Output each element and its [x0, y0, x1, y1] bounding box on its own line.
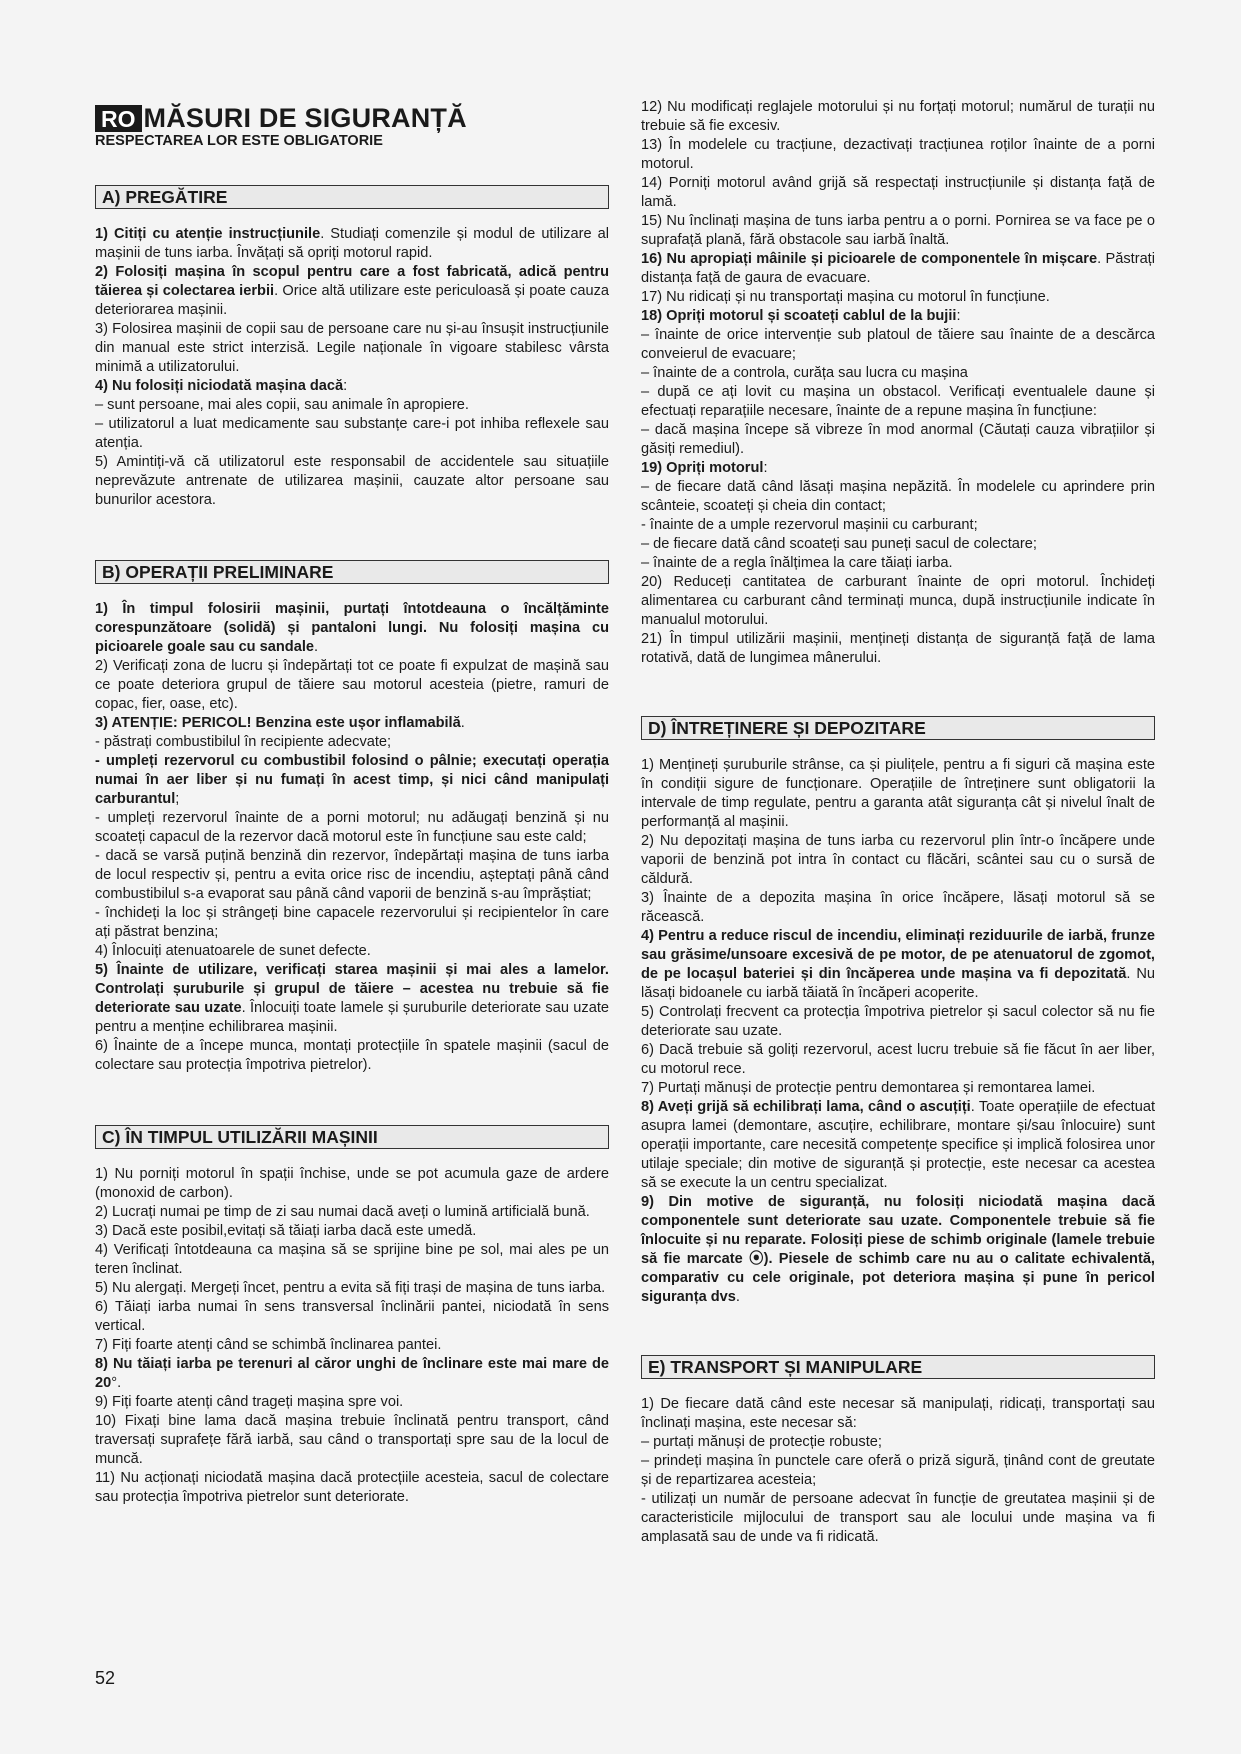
list-item: [95, 714, 609, 733]
list-item: [641, 1098, 1155, 1193]
item-text: .: [314, 639, 319, 655]
list-item: [95, 961, 609, 1037]
list-item: [95, 904, 609, 942]
item-text: 1) De fiecare dată când este necesar să manipulați, ridicați, transportați sau înclinați mașina, este necesar să:: [641, 1396, 1155, 1431]
section-c-items: [95, 1165, 609, 1507]
list-item: [95, 847, 609, 904]
list-item: [95, 1165, 609, 1203]
item-bold-text: 2) Folosiți mașina în scopul pentru care a fost fabricată, adică pentru tăierea și colectarea ierbii: [95, 264, 609, 299]
list-item: [95, 1203, 609, 1222]
list-item: [641, 889, 1155, 927]
item-text: 12) Nu modificați reglajele motorului și nu forțați motorul; numărul de turații nu trebuie să fie excesiv.: [641, 99, 1155, 134]
list-item: [641, 832, 1155, 889]
item-text: 6) Dacă trebuie să goliți rezervorul, acest lucru trebuie să fie făcut în aer liber, cu motorul rece.: [641, 1042, 1155, 1077]
section-a-items: [95, 225, 609, 510]
item-text: 10) Fixați bine lama dacă mașina trebuie înclinată pentru transport, când traversați suprafețe fără iarbă, sau când o transportați spre sau de la locul de muncă.: [95, 1413, 609, 1467]
list-item: [95, 733, 609, 752]
list-item: [641, 98, 1155, 136]
list-item: [95, 1298, 609, 1336]
list-item: [641, 459, 1155, 478]
list-item: [641, 1193, 1155, 1307]
item-text: . Studiați comenzile și modul de utilizare al mașinii de tuns iarba. Învățați să opriți motorul rapid.: [95, 226, 609, 261]
right-column: [641, 98, 1155, 1595]
item-text: – de fiecare dată când lăsați mașina nepăzită. În modelele cu aprindere prin scânteie, scoateți și cheia din contact;: [641, 479, 1155, 514]
language-badge: RO: [95, 105, 142, 132]
item-text: :: [956, 308, 961, 324]
list-item: [641, 1003, 1155, 1041]
item-text: 17) Nu ridicați și nu transportați mașina cu motorul în funcțiune.: [641, 289, 1050, 305]
section-d: [641, 716, 1155, 1307]
item-text: °.: [111, 1375, 122, 1391]
item-bold-text: - umpleți rezervorul cu combustibil folosind o pâlnie; executați operația numai în aer liber și nu fumați în acest timp, și nici când manipulați carburantul: [95, 753, 609, 807]
item-text: . Păstrați distanța față de gaura de evacuare.: [641, 251, 1155, 286]
item-text: - utilizați un număr de persoane adecvat în funcție de greutatea mașinii și de caracteristicile mijlocului de transport sau ale locului unde mașina va fi amplasată sau de unde va fi ridicată.: [641, 1491, 1155, 1545]
item-text: – după ce ați lovit cu mașina un obstacol. Verificați eventualele daune și efectuați reparațiile necesare, înainte de a repune mașina în funcțiune:: [641, 384, 1155, 419]
item-bold-text: 1) În timpul folosirii mașinii, purtați întotdeauna o încălțăminte corespunzătoare (solidă) și pantaloni lungi. Nu folosiți mașina cu picioarele goale sau cu sandale: [95, 601, 609, 655]
list-item: [95, 1469, 609, 1507]
item-bold-text: 19) Opriți motorul: [641, 460, 764, 476]
list-item: [641, 174, 1155, 212]
list-item: [95, 415, 609, 453]
list-item: [95, 942, 609, 961]
item-text: 2) Verificați zona de lucru și îndepărtați tot ce poate fi expulzat de mașină sau ce poate deteriora grupul de tăiere sau motorul acesteia (pietre, ramuri de copac, fier, oase, etc).: [95, 658, 609, 712]
section-c-items-continued: [641, 98, 1155, 668]
item-text: - păstrați combustibilul în recipiente adecvate;: [95, 734, 392, 750]
section-e-title: E) TRANSPORT ȘI MANIPULARE: [641, 1355, 1155, 1379]
item-text: 3) Folosirea mașinii de copii sau de persoane care nu și-au însușit instrucțiunile din manual este strict interzisă. Legile naționale în vigoare stabilesc vârsta minimă a utilizatorului.: [95, 321, 609, 375]
title-row: [95, 104, 609, 132]
list-item: [95, 1393, 609, 1412]
item-bold-text: 3) ATENȚIE: PERICOL! Benzina este ușor inflamabilă: [95, 715, 461, 731]
item-text: . Orice altă utilizare este periculoasă și poate cauza deteriorarea mașinii.: [95, 283, 609, 318]
item-text: – utilizatorul a luat medicamente sau substanțe care-i pot inhiba reflexele sau atenția.: [95, 416, 609, 451]
item-bold-text: 4) Nu folosiți niciodată mașina dacă: [95, 378, 344, 394]
item-text: – purtați mănuși de protecție robuste;: [641, 1434, 882, 1450]
page-title: MĂSURI DE SIGURANȚĂ: [143, 103, 467, 133]
list-item: [95, 377, 609, 396]
list-item: [641, 326, 1155, 364]
list-item: [641, 288, 1155, 307]
section-d-items: [641, 756, 1155, 1307]
item-bold-text: 18) Opriți motorul și scoateți cablul de la bujii: [641, 308, 957, 324]
list-item: [641, 554, 1155, 573]
list-item: [95, 809, 609, 847]
item-text: 1) Nu porniți motorul în spații închise, unde se pot acumula gaze de ardere (monoxid de carbon).: [95, 1166, 609, 1201]
section-b: [95, 560, 609, 1075]
item-text: - dacă se varsă puțină benzină din rezervor, îndepărtați mașina de tuns iarba de locul respectiv și, pentru a evita orice risc de incendiu, așteptați până când combustibilul s-a evaporat sau până când vaporii de benzină s-au împrăștiat;: [95, 848, 609, 902]
item-bold-text: 16) Nu apropiați mâinile și picioarele de componentele în mișcare: [641, 251, 1098, 267]
section-b-title: B) OPERAȚII PRELIMINARE: [95, 560, 609, 584]
section-d-title: D) ÎNTREȚINERE ȘI DEPOZITARE: [641, 716, 1155, 740]
list-item: [95, 263, 609, 320]
list-item: [641, 307, 1155, 326]
item-text: 15) Nu înclinați mașina de tuns iarba pentru a o porni. Pornirea se va face pe o suprafață plană, fără obstacole sau iarbă înaltă.: [641, 213, 1155, 248]
list-item: [641, 212, 1155, 250]
list-item: [641, 927, 1155, 1003]
item-text: - înainte de a umple rezervorul mașinii cu carburant;: [641, 517, 978, 533]
item-bold-text: 4) Pentru a reduce riscul de incendiu, eliminați reziduurile de iarbă, frunze sau grăsime/unsoare excesivă de pe motor, de pe atenuatorul de zgomot, de pe locașul bateriei și din încăperea unde mașina va fi depozitată: [641, 928, 1155, 982]
list-item: [95, 225, 609, 263]
item-text: - închideți la loc și strângeți bine capacele rezervorului și recipientelor în care ați păstrat benzina;: [95, 905, 609, 940]
item-text: 5) Controlați frecvent ca protecția împotriva pietrelor și sacul colector să nu fie deteriorate sau uzate.: [641, 1004, 1155, 1039]
list-item: [95, 600, 609, 657]
page-subtitle: RESPECTAREA LOR ESTE OBLIGATORIE: [95, 133, 383, 149]
list-item: [95, 752, 609, 809]
list-item: [641, 250, 1155, 288]
item-bold-text: 8) Nu tăiați iarba pe terenuri al căror unghi de înclinare este mai mare de 20: [95, 1356, 609, 1391]
item-text: – prindeți mașina în punctele care oferă o priză sigură, ținând cont de greutate și de repartizarea acesteia;: [641, 1453, 1155, 1488]
list-item: [95, 1336, 609, 1355]
item-text: 3) Înainte de a depozita mașina în orice încăpere, lăsați motorul să se răcească.: [641, 890, 1155, 925]
section-c-continued: [641, 98, 1155, 668]
list-item: [95, 1037, 609, 1075]
list-item: [641, 1395, 1155, 1433]
item-text: - umpleți rezervorul înainte de a porni motorul; nu adăugați benzină și nu scoateți capacul de la rezervor dacă motorul este în funcțiune sau este cald;: [95, 810, 609, 845]
list-item: [95, 1241, 609, 1279]
item-text: 6) Tăiați iarba numai în sens transversal înclinării pantei, niciodată în sens vertical.: [95, 1299, 609, 1334]
item-text: 11) Nu acționați niciodată mașina dacă protecțiile acesteia, sacul de colectare sau protecția împotriva pietrelor sunt deteriorate.: [95, 1470, 609, 1505]
item-text: – înainte de a controla, curăța sau lucra cu mașina: [641, 365, 968, 381]
item-text: :: [343, 378, 348, 394]
item-text: 7) Purtați mănuși de protecție pentru demontarea și remontarea lamei.: [641, 1080, 1096, 1096]
list-item: [641, 136, 1155, 174]
item-text: . Nu lăsați bidoanele cu iarbă tăiată în încăperi acoperite.: [641, 966, 1155, 1001]
item-text: – sunt persoane, mai ales copii, sau animale în apropiere.: [95, 397, 469, 413]
item-text: ;: [175, 791, 180, 807]
section-e-items: [641, 1395, 1155, 1547]
item-text: – de fiecare dată când scoateți sau puneți sacul de colectare;: [641, 536, 1037, 552]
item-text: :: [763, 460, 768, 476]
list-item: [95, 320, 609, 377]
section-c: [95, 1125, 609, 1507]
page-header: [95, 104, 609, 149]
item-text: 2) Nu depozitați mașina de tuns iarba cu rezervorul plin într-o încăpere unde vaporii de benzină pot intra în contact cu flăcări, scântei sau cu o sursă de căldură.: [641, 833, 1155, 887]
list-item: [641, 535, 1155, 554]
list-item: [641, 383, 1155, 421]
item-text: – înainte de orice intervenție sub platoul de tăiere sau înainte de a descărca conveierul de evacuare;: [641, 327, 1155, 362]
item-text: 14) Porniți motorul având grijă să respectați instrucțiunile și distanța față de lamă.: [641, 175, 1155, 210]
item-text: 9) Fiți foarte atenți când trageți mașina spre voi.: [95, 1394, 404, 1410]
item-text: 4) Înlocuiți atenuatoarele de sunet defecte.: [95, 943, 371, 959]
item-bold-text: 9) Din motive de siguranță, nu folosiți niciodată mașina dacă componentele sunt deteriorate sau uzate. Componentele trebuie să fie înlocuite și nu reparate. Folosiți piese de schimb originale (lamele trebuie să fie marcate ⦿). Piesele de schimb care nu au o calitate echivalentă, comparativ cu cele originale, pot deteriora mașina și pune în pericol siguranța dvs: [641, 1194, 1155, 1305]
item-text: 3) Dacă este posibil,evitați să tăiați iarba dacă este umedă.: [95, 1223, 477, 1239]
section-c-title: C) ÎN TIMPUL UTILIZĂRII MAȘINII: [95, 1125, 609, 1149]
item-text: 2) Lucrați numai pe timp de zi sau numai dacă aveți o lumină artificială bună.: [95, 1204, 590, 1220]
item-text: . Toate operațiile de efectuat asupra lamei (demontare, ascuțire, echilibrare, montare și/sau înlocuire) sunt operații importante, care necesită competențe specifice și implică folosirea unor utilaje speciale; din motive de siguranță și protecție, este necesar ca acestea să se execute la un centru specializat.: [641, 1099, 1155, 1191]
item-text: – dacă mașina începe să vibreze în mod anormal (Căutați cauza vibrațiilor și găsiți remediul).: [641, 422, 1155, 457]
item-text: 21) În timpul utilizării mașinii, mențineți distanța de siguranță față de lama rotativă, dată de lungimea mânerului.: [641, 631, 1155, 666]
list-item: [641, 756, 1155, 832]
item-text: 7) Fiți foarte atenți când se schimbă înclinarea pantei.: [95, 1337, 442, 1353]
section-a: [95, 185, 609, 510]
item-text: 1) Mențineți șuruburile strânse, ca și piulițele, pentru a fi siguri că mașina este în condiții sigure de funcționare. Operațiile de întreținere sunt obligatorii la intervale de timp regulate, pentru a garanta atât siguranța cât și nivelul înalt de performanță al mașinii.: [641, 757, 1155, 830]
list-item: [95, 1279, 609, 1298]
section-e: [641, 1355, 1155, 1547]
item-text: 13) În modelele cu tracțiune, dezactivați tracțiunea roților înainte de a porni motorul.: [641, 137, 1155, 172]
item-text: 5) Amintiți-vă că utilizatorul este responsabil de accidentele sau situațiile neprevăzute antrenate de utilizarea mașinii, cauzate altor persoane sau bunurilor acestora.: [95, 454, 609, 508]
list-item: [95, 1412, 609, 1469]
item-bold-text: 5) Înainte de utilizare, verificați starea mașinii și mai ales a lamelor. Controlați șuruburile și grupul de tăiere – acestea nu trebuie să fie deteriorate sau uzate: [95, 962, 609, 1016]
item-text: – înainte de a regla înălțimea la care tăiați iarba.: [641, 555, 953, 571]
list-item: [641, 1452, 1155, 1490]
section-b-items: [95, 600, 609, 1075]
item-text: 20) Reduceți cantitatea de carburant înainte de opri motorul. Închideți alimentarea cu carburant când terminați munca, după instrucțiunile indicate în manualul motorului.: [641, 574, 1155, 628]
page-number: 52: [95, 1668, 116, 1688]
list-item: [641, 1079, 1155, 1098]
item-text: 6) Înainte de a începe munca, montați protecțiile în spatele mașinii (sacul de colectare sau protecția împotriva pietrelor).: [95, 1038, 609, 1073]
list-item: [95, 1355, 609, 1393]
list-item: [95, 1222, 609, 1241]
list-item: [641, 1041, 1155, 1079]
list-item: [641, 1490, 1155, 1547]
list-item: [641, 421, 1155, 459]
list-item: [95, 396, 609, 415]
item-bold-text: 8) Aveți grijă să echilibrați lama, când o ascuțiți: [641, 1099, 971, 1115]
item-text: 4) Verificați întotdeauna ca mașina să se sprijine bine pe sol, mai ales pe un teren înclinat.: [95, 1242, 609, 1277]
item-text: .: [735, 1289, 740, 1305]
list-item: [641, 573, 1155, 630]
list-item: [95, 657, 609, 714]
list-item: [641, 1433, 1155, 1452]
list-item: [641, 630, 1155, 668]
item-text: 5) Nu alergați. Mergeți încet, pentru a evita să fiți trași de mașina de tuns iarba.: [95, 1280, 606, 1296]
item-bold-text: 1) Citiți cu atenție instrucțiunile: [95, 226, 321, 242]
list-item: [641, 516, 1155, 535]
section-a-title: A) PREGĂTIRE: [95, 185, 609, 209]
list-item: [95, 453, 609, 510]
left-column: [95, 104, 609, 1557]
item-text: . Înlocuiți toate lamele și șuruburile deteriorate sau uzate pentru a menține echilibrarea mașinii.: [95, 1000, 609, 1035]
list-item: [641, 364, 1155, 383]
list-item: [641, 478, 1155, 516]
item-text: .: [460, 715, 465, 731]
